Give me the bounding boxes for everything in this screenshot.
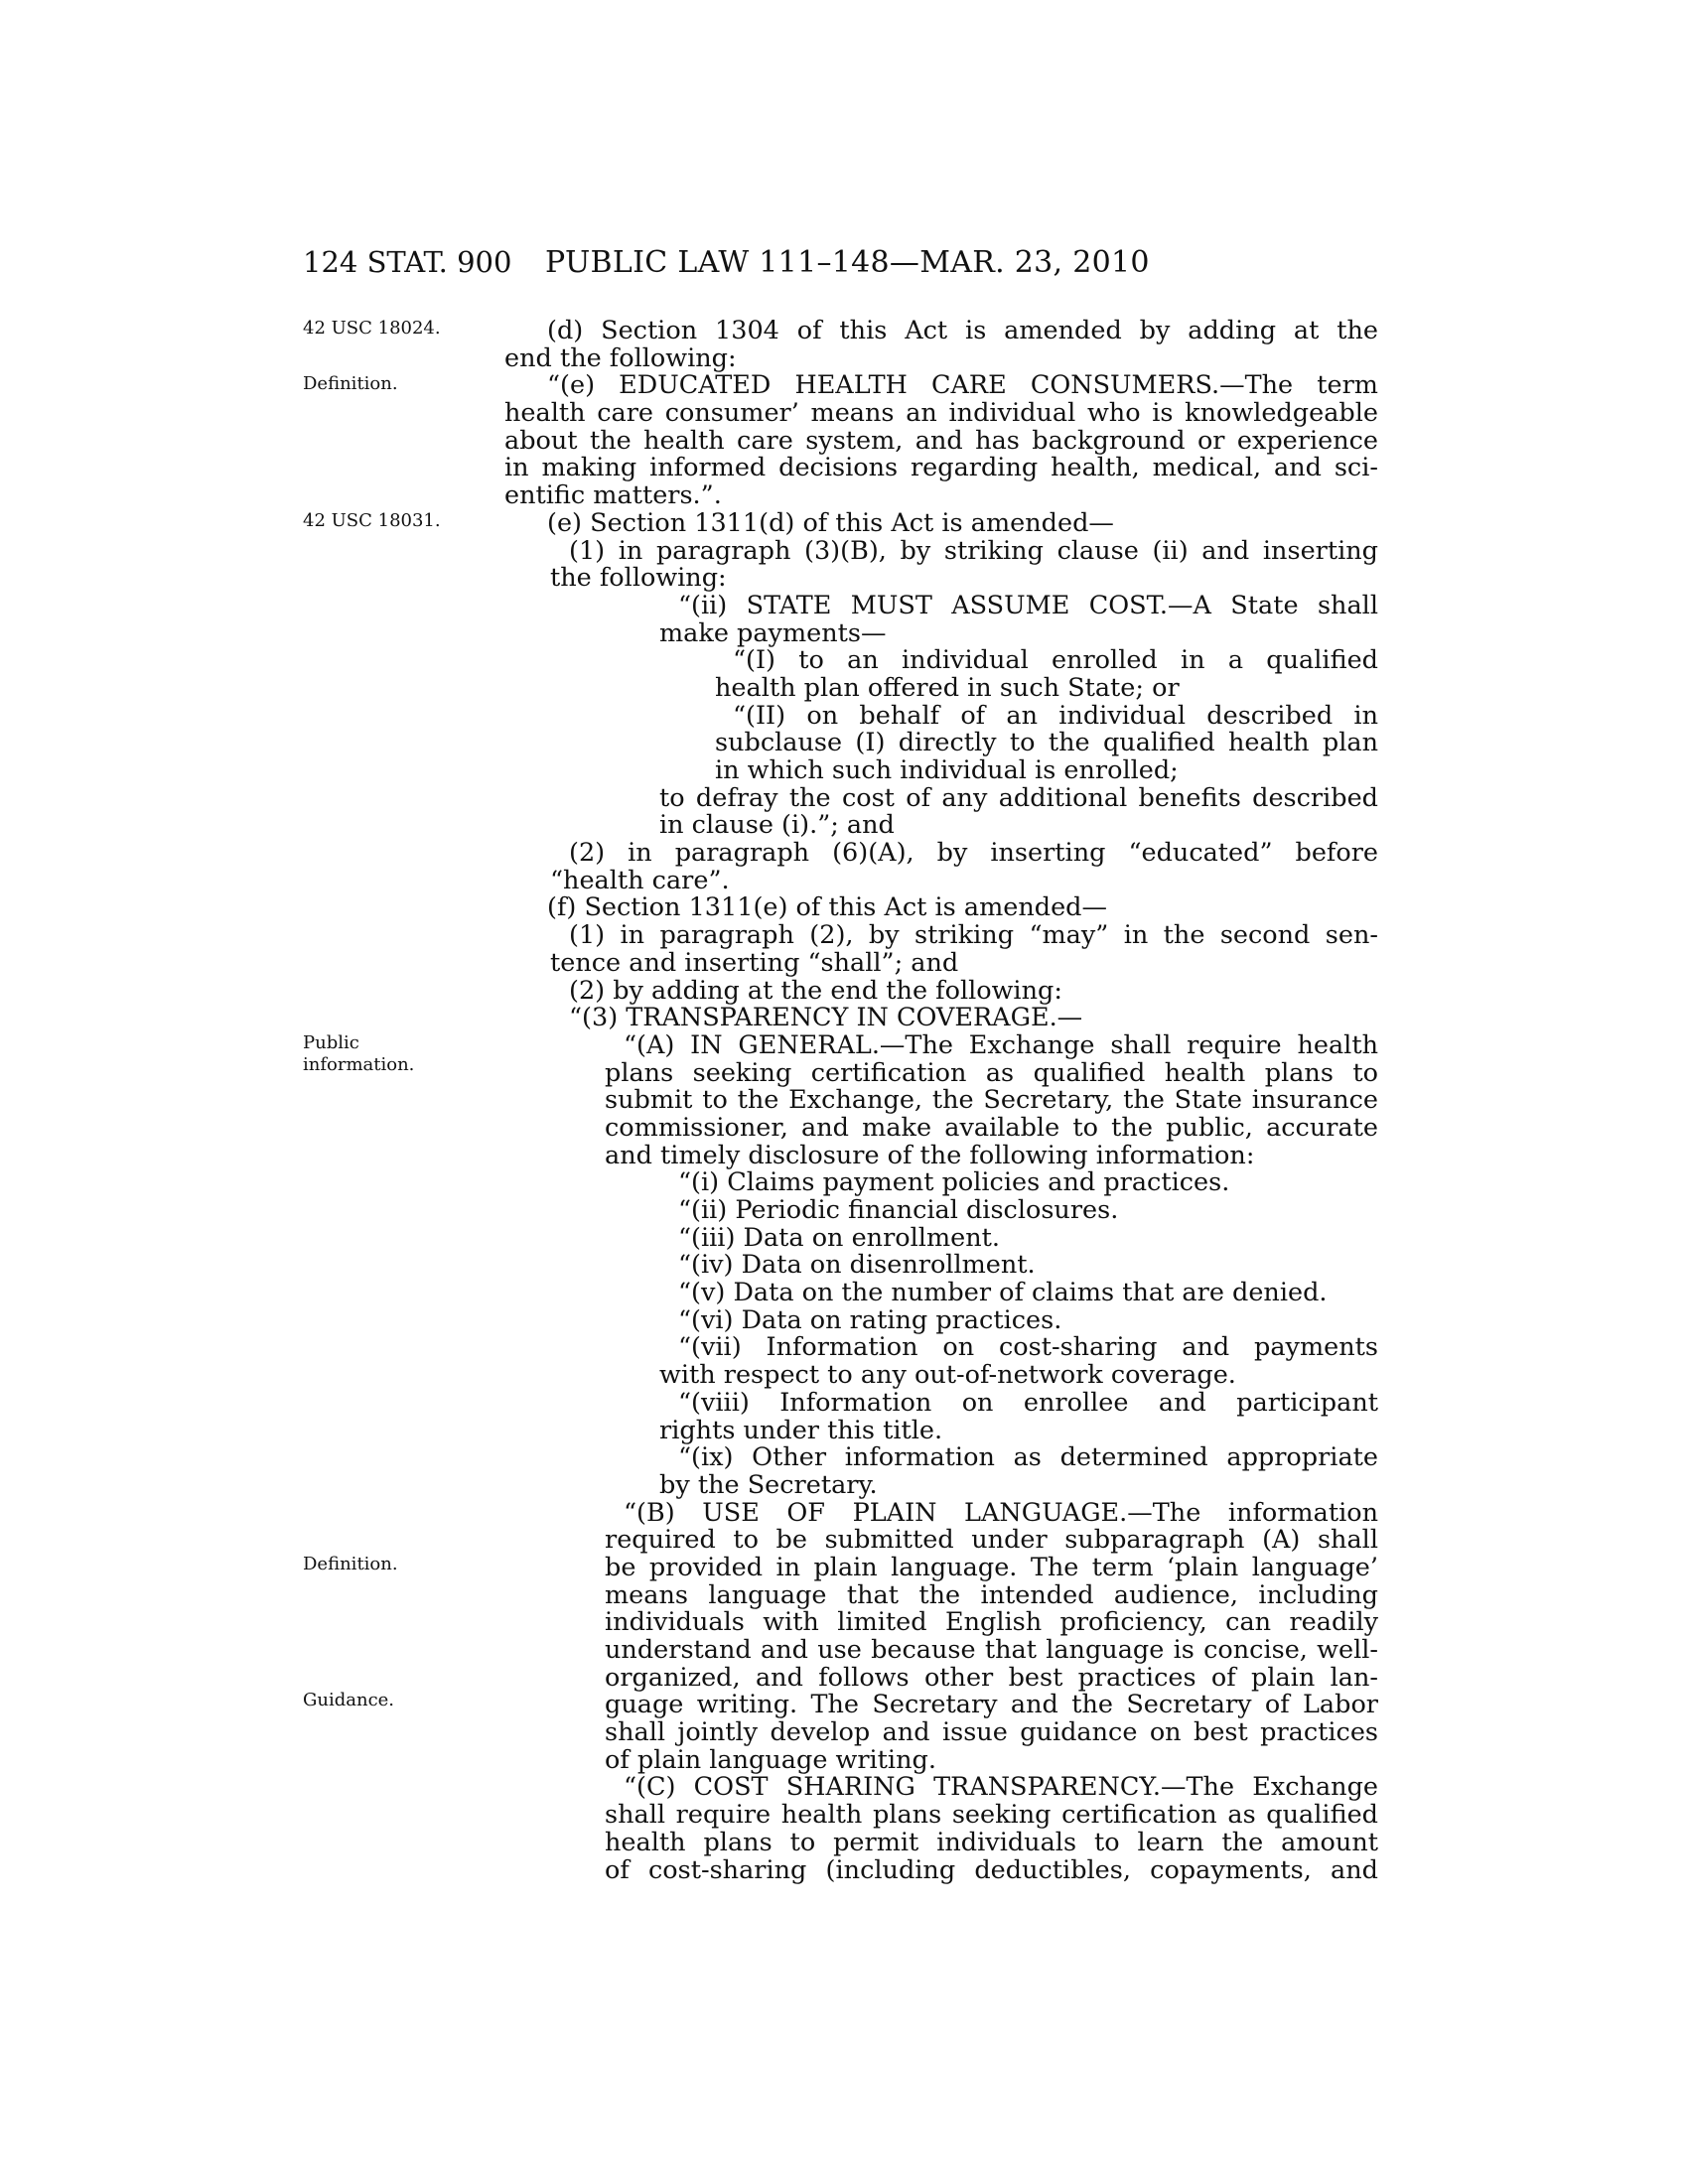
text-line: “(iii) Data on enrollment. [678,1222,1001,1253]
text-line: “(e) EDUCATED HEALTH CARE CONSUMERS.—The term [547,372,1378,401]
text-line: “(B) USE OF PLAIN LANGUAGE.—The information [624,1499,1378,1528]
margin-note: 42 USC 18031. [303,510,441,531]
text-line: end the following: [504,342,737,373]
text-line: individuals with limited English proficiency, can readily [605,1609,1378,1637]
text-line: with respect to any out-of-network coverage. [659,1360,1236,1391]
text-line: in which such individual is enrolled; [715,755,1179,785]
text-line: shall jointly develop and issue guidance on best practices [605,1719,1378,1747]
text-line: “(C) COST SHARING TRANSPARENCY.—The Exchange [624,1774,1378,1803]
text-line: guage writing. The Secretary and the Secretary of Labor [605,1692,1378,1720]
text-line: health plan offered in such State; or [715,672,1180,703]
text-line: required to be submitted under subparagraph (A) shall [605,1527,1378,1555]
text-line: (2) in paragraph (6)(A), by inserting “educated” before [569,840,1378,868]
text-line: entific matters.”. [504,480,722,511]
text-line: “(vi) Data on rating practices. [678,1304,1062,1335]
text-line: by the Secretary. [659,1469,878,1500]
text-line: be provided in plain language. The term ‘plain language’ [605,1554,1378,1582]
text-line: (1) in paragraph (3)(B), by striking clause (ii) and inserting [569,537,1378,566]
text-line: understand and use because that language is concise, well- [605,1637,1378,1665]
text-line: “(iv) Data on disenrollment. [678,1250,1036,1281]
text-line: “(viii) Information on enrollee and participant [678,1389,1378,1418]
text-line: “(vii) Information on cost-sharing and payments [678,1334,1378,1363]
text-line: (d) Section 1304 of this Act is amended by adding at the [547,318,1378,345]
text-line: “(i) Claims payment policies and practices. [678,1167,1230,1198]
text-line: of plain language writing. [605,1744,936,1775]
margin-note: Public information. [303,1032,415,1075]
margin-note: Guidance. [303,1690,395,1710]
text-line: “(ix) Other information as determined appropriate [678,1444,1378,1472]
margin-note: Definition. [303,373,398,394]
page-header [303,245,1375,285]
page-title: PUBLIC LAW 111–148—MAR. 23, 2010 [545,245,1150,280]
text-line: the following: [550,563,727,594]
text-line: about the health care system, and has background or experience [504,427,1378,456]
text-line: health care consumer’ means an individual who is knowledgeable [504,400,1378,428]
text-line: shall require health plans seeking certification as qualified [605,1802,1378,1830]
text-line: commissioner, and make available to the public, accurate [605,1114,1378,1143]
text-line: “(ii) Periodic financial disclosures. [678,1195,1119,1225]
text-line: (1) in paragraph (2), by striking “may” in the second sen- [569,922,1378,950]
text-line: “(v) Data on the number of claims that are denied. [678,1278,1328,1308]
text-line: of cost-sharing (including deductibles, copayments, and [605,1856,1378,1885]
text-line: health plans to permit individuals to learn the amount [605,1829,1378,1857]
text-line: in making informed decisions regarding health, medical, and sci- [504,455,1378,483]
text-line: (e) Section 1311(d) of this Act is amended— [547,507,1114,538]
text-line: tence and inserting “shall”; and [550,947,959,978]
text-line: “(ii) STATE MUST ASSUME COST.—A State shall [678,592,1378,620]
text-line: (f) Section 1311(e) of this Act is amended— [547,892,1108,923]
text-line: and timely disclosure of the following information: [605,1140,1255,1170]
text-line: organized, and follows other best practices of plain lan- [605,1664,1378,1693]
document-body [504,318,1378,1884]
text-line: submit to the Exchange, the Secretary, the State insurance [605,1087,1378,1115]
text-line: rights under this title. [659,1415,943,1445]
text-line: “(A) IN GENERAL.—The Exchange shall require health [624,1031,1378,1060]
text-line: plans seeking certification as qualified health plans to [605,1059,1378,1088]
text-line: in clause (i).”; and [659,810,895,841]
text-line: “(3) TRANSPARENCY IN COVERAGE.— [569,1003,1083,1033]
text-line: means language that the intended audience, including [605,1581,1378,1610]
text-line: “(I) to an individual enrolled in a qualified [733,647,1378,675]
text-line: make payments— [659,617,887,648]
text-line: subclause (I) directly to the qualified health plan [715,730,1378,757]
stat-reference: 124 STAT. 900 [303,245,512,279]
text-line: “(II) on behalf of an individual described in [733,702,1378,731]
margin-note: Definition. [303,1554,398,1574]
text-line: to defray the cost of any additional benefits described [659,784,1378,813]
text-line: “health care”. [550,865,730,895]
text-line: (2) by adding at the end the following: [569,975,1062,1006]
margin-note: 42 USC 18024. [303,318,441,339]
